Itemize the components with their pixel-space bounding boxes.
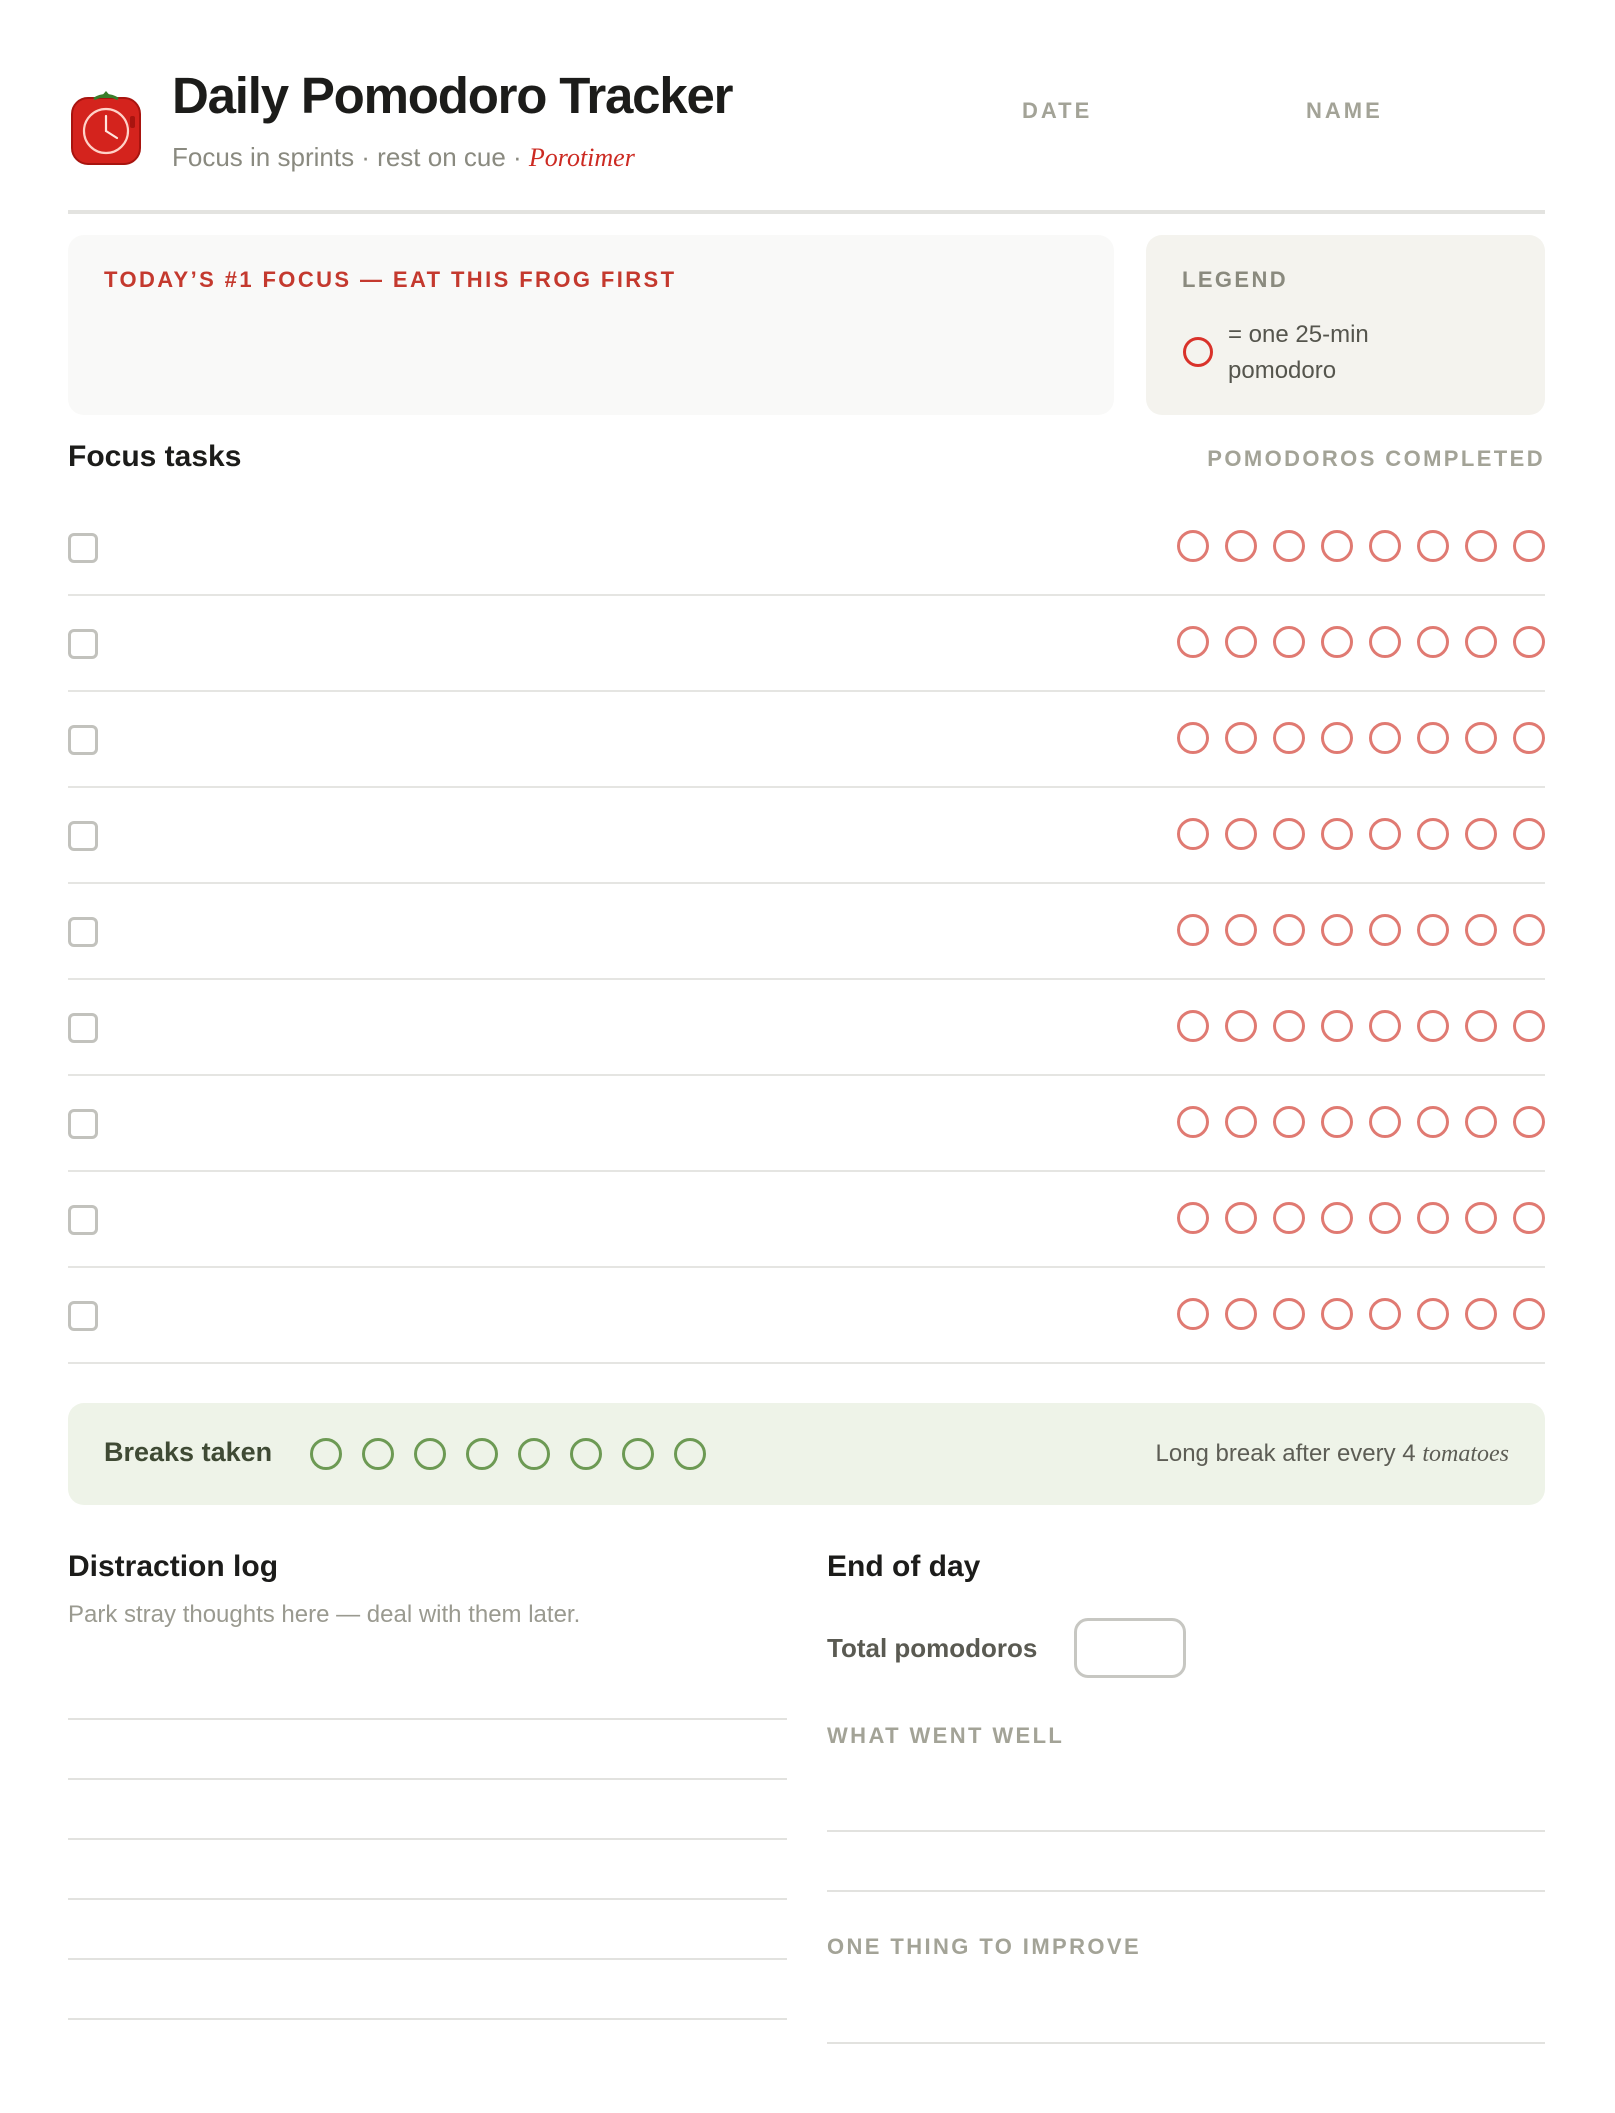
pomodoro-circle[interactable] <box>1225 1298 1257 1330</box>
top-focus-card[interactable] <box>68 235 1114 415</box>
focus-tasks-title: Focus tasks <box>68 440 242 473</box>
task-checkbox[interactable] <box>68 821 98 851</box>
pomodoro-circle[interactable] <box>1273 1010 1305 1042</box>
pomodoro-circle[interactable] <box>1321 1010 1353 1042</box>
pomodoro-circle[interactable] <box>1369 818 1401 850</box>
pomodoro-circle[interactable] <box>1513 530 1545 562</box>
task-checkbox[interactable] <box>68 1013 98 1043</box>
task-row[interactable] <box>68 980 1545 1076</box>
pomodoro-circle[interactable] <box>1465 818 1497 850</box>
pomodoro-circles <box>1177 1010 1545 1042</box>
break-circle[interactable] <box>362 1438 394 1470</box>
task-checkbox[interactable] <box>68 1205 98 1235</box>
break-circles <box>310 1438 706 1470</box>
pomodoro-circle[interactable] <box>1513 626 1545 658</box>
page-subtitle <box>172 142 635 173</box>
task-checkbox[interactable] <box>68 1109 98 1139</box>
pomodoro-circle[interactable] <box>1417 722 1449 754</box>
total-pomodoros-input[interactable] <box>1074 1618 1186 1678</box>
pomodoro-circle[interactable] <box>1273 626 1305 658</box>
pomodoro-circles <box>1177 722 1545 754</box>
pomodoro-circle[interactable] <box>1321 626 1353 658</box>
pomodoro-circle[interactable] <box>1465 914 1497 946</box>
header-divider <box>68 210 1545 214</box>
pomodoro-circle[interactable] <box>1513 1010 1545 1042</box>
pomodoro-circle[interactable] <box>1513 1202 1545 1234</box>
pomodoro-circles <box>1177 1202 1545 1234</box>
subtitle-text: Focus in sprints · rest on cue · <box>172 142 529 172</box>
pomodoro-circle[interactable] <box>1225 626 1257 658</box>
what-went-well-label: WHAT WENT WELL <box>827 1723 1065 1748</box>
pomodoro-circle[interactable] <box>1177 1298 1209 1330</box>
break-circle[interactable] <box>622 1438 654 1470</box>
task-row[interactable] <box>68 692 1545 788</box>
distraction-log-lines[interactable] <box>68 1718 787 2020</box>
pomodoro-circle[interactable] <box>1273 1106 1305 1138</box>
name-field-label: NAME <box>1306 98 1383 123</box>
task-row[interactable] <box>68 884 1545 980</box>
total-pomodoros-label: Total pomodoros <box>827 1633 1038 1663</box>
writing-line[interactable] <box>827 1830 1545 1832</box>
pomodoro-circle[interactable] <box>1321 1106 1353 1138</box>
break-circle[interactable] <box>310 1438 342 1470</box>
writing-line[interactable] <box>68 1900 787 1960</box>
pomodoro-circle[interactable] <box>1177 818 1209 850</box>
pomodoro-circle[interactable] <box>1273 530 1305 562</box>
legend-card <box>1146 235 1545 415</box>
what-went-well-lines[interactable] <box>827 1830 1545 1892</box>
pomodoro-circle[interactable] <box>1465 530 1497 562</box>
writing-line[interactable] <box>827 1890 1545 1892</box>
breaks-label: Breaks taken <box>104 1437 273 1467</box>
pomodoro-circle[interactable] <box>1225 1010 1257 1042</box>
pomodoro-circle[interactable] <box>1513 722 1545 754</box>
pomodoro-circle[interactable] <box>1465 626 1497 658</box>
pomodoro-circle[interactable] <box>1417 530 1449 562</box>
pomodoro-circle[interactable] <box>1225 1106 1257 1138</box>
break-circle[interactable] <box>466 1438 498 1470</box>
pomodoro-circle[interactable] <box>1417 818 1449 850</box>
pomodoro-circle[interactable] <box>1321 530 1353 562</box>
pomodoro-circles <box>1177 626 1545 658</box>
pomodoro-circle-icon <box>1183 337 1213 367</box>
pomodoro-circle[interactable] <box>1321 818 1353 850</box>
pomodoro-circles <box>1177 530 1545 562</box>
pomodoro-circle[interactable] <box>1417 1202 1449 1234</box>
task-row[interactable] <box>68 500 1545 596</box>
pomodoro-circle[interactable] <box>1225 818 1257 850</box>
writing-line[interactable] <box>68 1960 787 2020</box>
distraction-log-subtitle: Park stray thoughts here — deal with them later. <box>68 1601 581 1628</box>
writing-line[interactable] <box>68 1840 787 1900</box>
pomodoro-circle[interactable] <box>1417 914 1449 946</box>
pomodoro-circles <box>1177 1298 1545 1330</box>
pomodoro-circle[interactable] <box>1321 914 1353 946</box>
pomodoro-circle[interactable] <box>1369 1298 1401 1330</box>
pomodoro-circle[interactable] <box>1177 626 1209 658</box>
task-checkbox[interactable] <box>68 917 98 947</box>
pomodoro-circle[interactable] <box>1417 1106 1449 1138</box>
pomodoro-circle[interactable] <box>1465 1298 1497 1330</box>
break-circle[interactable] <box>674 1438 706 1470</box>
pomodoro-circle[interactable] <box>1417 1298 1449 1330</box>
breaks-note-text: Long break after every 4 <box>1155 1440 1423 1467</box>
pomodoros-completed-label: POMODOROS COMPLETED <box>1207 446 1545 471</box>
pomodoro-circle[interactable] <box>1225 1202 1257 1234</box>
breaks-note-italic: tomatoes <box>1422 1441 1509 1467</box>
pomodoro-circle[interactable] <box>1369 626 1401 658</box>
writing-line[interactable] <box>68 1720 787 1780</box>
top-focus-label: TODAY’S #1 FOCUS — EAT THIS FROG FIRST <box>104 267 677 292</box>
task-row[interactable] <box>68 1172 1545 1268</box>
pomodoro-circle[interactable] <box>1417 626 1449 658</box>
pomodoro-circle[interactable] <box>1225 722 1257 754</box>
task-row[interactable] <box>68 1076 1545 1172</box>
pomodoro-circle[interactable] <box>1273 1298 1305 1330</box>
break-circle[interactable] <box>414 1438 446 1470</box>
task-checkbox[interactable] <box>68 1301 98 1331</box>
end-of-day-title: End of day <box>827 1550 981 1583</box>
pomodoro-circle[interactable] <box>1369 1202 1401 1234</box>
pomodoro-circle[interactable] <box>1177 722 1209 754</box>
pomodoro-circle[interactable] <box>1369 722 1401 754</box>
pomodoro-circles <box>1177 818 1545 850</box>
date-field-label: DATE <box>1022 98 1093 123</box>
pomodoro-circles <box>1177 1106 1545 1138</box>
breaks-card <box>68 1403 1545 1505</box>
pomodoro-circle[interactable] <box>1177 1106 1209 1138</box>
task-checkbox[interactable] <box>68 629 98 659</box>
legend-label: LEGEND <box>1182 267 1289 292</box>
pomodoro-circle[interactable] <box>1465 1202 1497 1234</box>
pomodoro-circle[interactable] <box>1417 1010 1449 1042</box>
task-row[interactable] <box>68 1268 1545 1364</box>
task-checkbox[interactable] <box>68 533 98 563</box>
pomodoro-circle[interactable] <box>1369 530 1401 562</box>
pomodoro-circle[interactable] <box>1177 914 1209 946</box>
breaks-note <box>1156 1440 1510 1468</box>
pomodoro-circle[interactable] <box>1321 722 1353 754</box>
task-checkbox[interactable] <box>68 725 98 755</box>
pomodoro-circle[interactable] <box>1321 1298 1353 1330</box>
pomodoro-circle[interactable] <box>1369 1106 1401 1138</box>
pomodoro-circle[interactable] <box>1513 818 1545 850</box>
pomodoro-circle[interactable] <box>1177 1202 1209 1234</box>
pomodoro-circle[interactable] <box>1273 914 1305 946</box>
pomodoro-circle[interactable] <box>1273 1202 1305 1234</box>
pomodoro-circle[interactable] <box>1225 530 1257 562</box>
tomato-timer-icon <box>70 88 142 166</box>
pomodoro-circle[interactable] <box>1369 914 1401 946</box>
task-row[interactable] <box>68 788 1545 884</box>
pomodoro-circle[interactable] <box>1369 1010 1401 1042</box>
writing-line[interactable] <box>827 2042 1545 2044</box>
pomodoro-circles <box>1177 914 1545 946</box>
one-thing-to-improve-label: ONE THING TO IMPROVE <box>827 1934 1142 1959</box>
pomodoro-circle[interactable] <box>1225 914 1257 946</box>
pomodoro-circle[interactable] <box>1513 1106 1545 1138</box>
pomodoro-circle[interactable] <box>1465 1106 1497 1138</box>
break-circle[interactable] <box>518 1438 550 1470</box>
task-list <box>68 500 1545 1364</box>
break-circle[interactable] <box>570 1438 602 1470</box>
pomodoro-circle[interactable] <box>1177 530 1209 562</box>
pomodoro-circle[interactable] <box>1273 722 1305 754</box>
pomodoro-circle[interactable] <box>1321 1202 1353 1234</box>
legend-text: = one 25-min pomodoro <box>1228 321 1369 384</box>
writing-line[interactable] <box>68 1780 787 1840</box>
distraction-log-title: Distraction log <box>68 1550 279 1583</box>
pomodoro-circle[interactable] <box>1465 1010 1497 1042</box>
page-title: Daily Pomodoro Tracker <box>172 67 733 124</box>
brand-name: Porotimer <box>528 143 635 172</box>
pomodoro-circle[interactable] <box>1465 722 1497 754</box>
pomodoro-circle[interactable] <box>1177 1010 1209 1042</box>
task-row[interactable] <box>68 596 1545 692</box>
pomodoro-circle[interactable] <box>1513 1298 1545 1330</box>
pomodoro-circle[interactable] <box>1273 818 1305 850</box>
pomodoro-circle[interactable] <box>1513 914 1545 946</box>
